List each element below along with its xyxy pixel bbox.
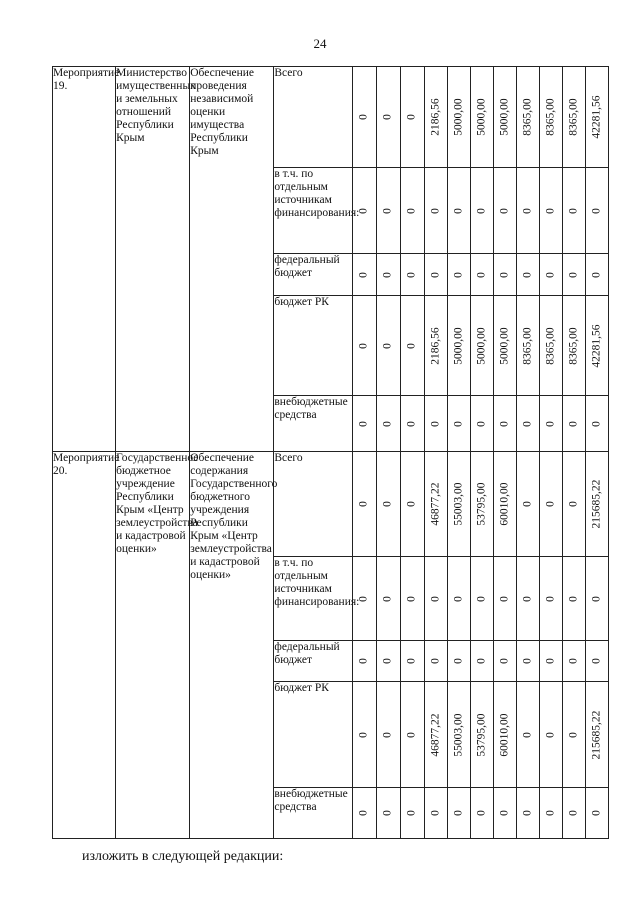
value-cell: 0 (516, 788, 539, 839)
page-number: 24 (313, 36, 327, 51)
total-cell: 215685,22 (585, 682, 608, 788)
total-cell: 42281,56 (585, 296, 608, 396)
value-cell: 5000,00 (470, 296, 493, 396)
finance-category: Всего (274, 67, 352, 168)
value-cell: 0 (424, 396, 447, 452)
value-cell: 0 (376, 396, 400, 452)
value-cell: 0 (470, 641, 493, 682)
finance-category: внебюджетные средства (274, 788, 352, 839)
value-cell: 0 (539, 682, 562, 788)
value-cell: 2186,56 (424, 296, 447, 396)
finance-category: бюджет РК (274, 296, 352, 396)
value-cell: 0 (562, 254, 585, 296)
value-cell: 0 (376, 296, 400, 396)
value-cell: 0 (400, 788, 424, 839)
value-cell: 0 (447, 788, 470, 839)
value-cell: 0 (447, 168, 470, 254)
value-cell: 0 (493, 168, 516, 254)
finance-category: федеральный бюджет (274, 254, 352, 296)
value-cell: 8365,00 (516, 67, 539, 168)
value-cell: 0 (539, 396, 562, 452)
value-cell: 0 (470, 396, 493, 452)
value-cell: 0 (562, 168, 585, 254)
value-cell: 0 (447, 396, 470, 452)
value-cell: 0 (376, 254, 400, 296)
value-cell: 0 (400, 168, 424, 254)
value-cell: 8365,00 (539, 67, 562, 168)
value-cell: 0 (424, 788, 447, 839)
value-cell: 0 (400, 557, 424, 641)
total-cell: 0 (585, 168, 608, 254)
value-cell: 0 (424, 557, 447, 641)
value-cell: 0 (470, 168, 493, 254)
value-cell: 0 (376, 168, 400, 254)
value-cell: 0 (352, 788, 376, 839)
value-cell: 0 (352, 641, 376, 682)
value-cell: 5000,00 (447, 67, 470, 168)
value-cell: 0 (376, 641, 400, 682)
value-cell: 0 (562, 452, 585, 557)
value-cell: 0 (562, 682, 585, 788)
finance-category: федеральный бюджет (274, 641, 352, 682)
value-cell: 5000,00 (493, 296, 516, 396)
value-cell: 0 (562, 641, 585, 682)
value-cell: 0 (493, 557, 516, 641)
value-cell: 2186,56 (424, 67, 447, 168)
value-cell: 0 (470, 557, 493, 641)
value-cell: 0 (562, 557, 585, 641)
value-cell: 0 (516, 682, 539, 788)
value-cell: 0 (424, 254, 447, 296)
value-cell: 8365,00 (539, 296, 562, 396)
value-cell: 60010,00 (493, 682, 516, 788)
value-cell: 0 (470, 254, 493, 296)
total-cell: 0 (585, 557, 608, 641)
value-cell: 0 (352, 452, 376, 557)
value-cell: 0 (447, 557, 470, 641)
value-cell: 55003,00 (447, 452, 470, 557)
value-cell: 0 (400, 67, 424, 168)
value-cell: 0 (516, 641, 539, 682)
value-cell: 0 (539, 641, 562, 682)
measure-description: Обеспечение содержания Государственного бюджетного учреждения Республики Крым «Центр землеустройства и кадастровой оценки» (190, 452, 274, 839)
value-cell: 0 (516, 168, 539, 254)
total-cell: 215685,22 (585, 452, 608, 557)
finance-category: бюджет РК (274, 682, 352, 788)
value-cell: 0 (493, 396, 516, 452)
value-cell: 0 (516, 396, 539, 452)
value-cell: 0 (400, 254, 424, 296)
total-cell: 0 (585, 254, 608, 296)
value-cell: 0 (400, 641, 424, 682)
value-cell: 0 (539, 557, 562, 641)
measure-executor: Государственное бюджетное учреждение Республики Крым «Центр землеустройства и кадастровой оценки» (116, 452, 190, 839)
measure-name: Мероприятие 20. (53, 452, 116, 839)
value-cell: 0 (470, 788, 493, 839)
value-cell: 0 (447, 641, 470, 682)
total-cell: 0 (585, 396, 608, 452)
value-cell: 60010,00 (493, 452, 516, 557)
value-cell: 0 (352, 67, 376, 168)
value-cell: 0 (352, 682, 376, 788)
value-cell: 0 (562, 788, 585, 839)
value-cell: 0 (376, 67, 400, 168)
value-cell: 53795,00 (470, 452, 493, 557)
value-cell: 8365,00 (562, 67, 585, 168)
value-cell: 8365,00 (562, 296, 585, 396)
value-cell: 0 (562, 396, 585, 452)
total-cell: 42281,56 (585, 67, 608, 168)
table-row (53, 67, 609, 168)
value-cell: 8365,00 (516, 296, 539, 396)
finance-category: Всего (274, 452, 352, 557)
value-cell: 0 (376, 557, 400, 641)
value-cell: 0 (376, 682, 400, 788)
measure-description: Обеспечение проведения независимой оценки имущества Республики Крым (190, 67, 274, 452)
value-cell: 0 (516, 452, 539, 557)
value-cell: 0 (424, 641, 447, 682)
footer-text: изложить в следующей редакции: (82, 849, 284, 864)
value-cell: 46877,22 (424, 452, 447, 557)
finance-category: в т.ч. по отдельным источникам финансирования: (274, 168, 352, 254)
finance-category: внебюджетные средства (274, 396, 352, 452)
value-cell: 0 (493, 641, 516, 682)
measure-executor: Министерство имущественных и земельных отношений Республики Крым (116, 67, 190, 452)
value-cell: 0 (539, 168, 562, 254)
budget-table (52, 66, 609, 839)
value-cell: 5000,00 (447, 296, 470, 396)
value-cell: 0 (400, 682, 424, 788)
table-row (53, 452, 609, 557)
value-cell: 0 (539, 452, 562, 557)
value-cell: 5000,00 (470, 67, 493, 168)
value-cell: 0 (352, 296, 376, 396)
value-cell: 0 (376, 788, 400, 839)
value-cell: 0 (376, 452, 400, 557)
value-cell: 0 (400, 396, 424, 452)
value-cell: 0 (424, 168, 447, 254)
value-cell: 0 (352, 396, 376, 452)
total-cell: 0 (585, 788, 608, 839)
value-cell: 0 (352, 254, 376, 296)
value-cell: 5000,00 (493, 67, 516, 168)
value-cell: 55003,00 (447, 682, 470, 788)
value-cell: 0 (539, 254, 562, 296)
total-cell: 0 (585, 641, 608, 682)
value-cell: 0 (400, 452, 424, 557)
value-cell: 0 (516, 557, 539, 641)
value-cell: 0 (352, 168, 376, 254)
value-cell: 53795,00 (470, 682, 493, 788)
value-cell: 0 (493, 788, 516, 839)
finance-category: в т.ч. по отдельным источникам финансирования: (274, 557, 352, 641)
value-cell: 0 (447, 254, 470, 296)
value-cell: 0 (352, 557, 376, 641)
value-cell: 0 (493, 254, 516, 296)
value-cell: 0 (539, 788, 562, 839)
value-cell: 46877,22 (424, 682, 447, 788)
value-cell: 0 (400, 296, 424, 396)
measure-name: Мероприятие 19. (53, 67, 116, 452)
value-cell: 0 (516, 254, 539, 296)
